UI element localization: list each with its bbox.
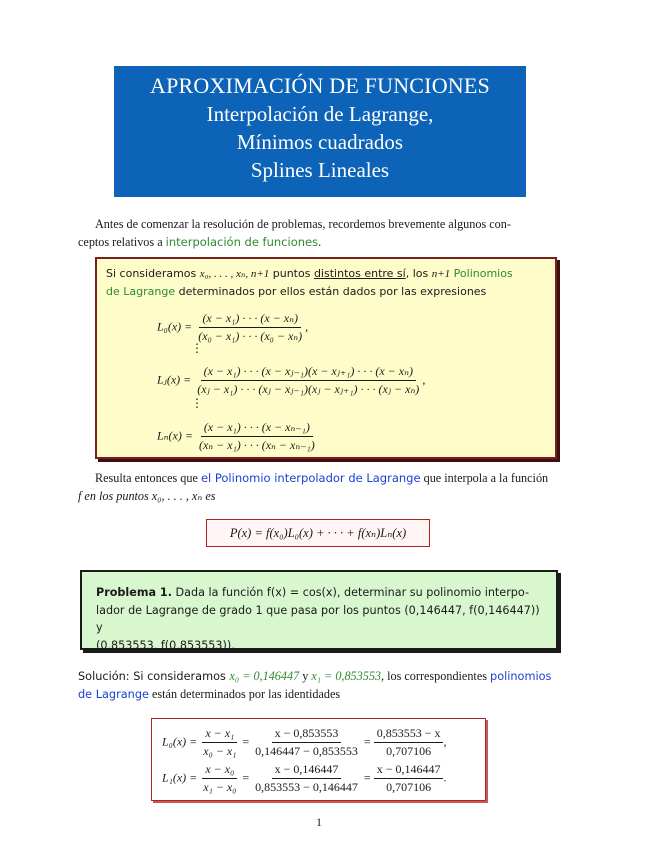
equals: = — [242, 734, 250, 749]
basis-L1-lhs: L₁(x) = — [162, 770, 198, 785]
title-line-4: Splines Lineales — [250, 158, 390, 182]
frac-num: x − 0,853553 — [272, 726, 342, 743]
frac-num: x − x₁ — [202, 726, 237, 743]
solution-text-2: , los correspondientes — [381, 669, 491, 683]
result-text-2: que interpola a la función — [420, 471, 549, 485]
lagrange-link-cont[interactable]: de Lagrange — [106, 285, 176, 298]
lagrange-link[interactable]: de Lagrange — [78, 688, 149, 701]
vdots-1: ⋮ — [191, 341, 203, 355]
intro-line-2 — [78, 233, 568, 251]
L0-denominator: (x₀ − x₁) · · · (x₀ − xₙ) — [198, 329, 303, 343]
frac-num: 0,853553 − x — [374, 726, 444, 743]
L1-basis-equation — [162, 762, 446, 795]
Lj-equation — [157, 364, 425, 397]
result-line-1 — [95, 469, 570, 487]
definition-text — [106, 265, 546, 300]
L0-lhs: L₀(x) = — [157, 319, 193, 334]
problem-line-2: lador de Lagrange de grado 1 que pasa por los puntos (0,146447, f(0,146447)) y — [96, 603, 540, 634]
Lj-numerator: (x − x₁) · · · (x − xⱼ₋₁)(x − xⱼ₊₁) · · · (x − xₙ) — [201, 364, 416, 381]
frac-num: x − 0,146447 — [272, 762, 342, 779]
problem-line-1: Dada la función f(x) = cos(x), determinar su polinomio interpo- — [175, 586, 529, 599]
equals: = — [363, 734, 371, 749]
frac-num: x − x₀ — [202, 762, 237, 779]
L0-comma: , — [305, 319, 309, 334]
L0-equation — [157, 311, 308, 344]
frac-den: 0,707106 — [386, 780, 432, 794]
problem-line-3: (0,853553, f(0,853553)). — [96, 638, 235, 652]
basis-L1-frac-2 — [252, 762, 361, 795]
Lj-denominator: (xⱼ − x₁) · · · (xⱼ − xⱼ₋₁)(xⱼ − xⱼ₊₁) · · · (xⱼ − xₙ) — [197, 382, 420, 396]
L0-numerator: (x − x₁) · · · (x − xₙ) — [199, 311, 301, 328]
distinct-underlined: distintos entre sí — [313, 267, 406, 280]
basis-L0-frac-1 — [200, 726, 239, 759]
nodes-expression: x₀, . . . , xₙ, n+1 — [199, 268, 270, 280]
Lj-comma: , — [422, 372, 426, 387]
problem-box — [80, 570, 558, 650]
period: . — [443, 770, 447, 785]
Ln-denominator: (xₙ − x₁) · · · (xₙ − xₙ₋₁) — [198, 438, 315, 452]
def-text-2: puntos — [269, 267, 314, 280]
x0-value: x₀ = 0,146447 — [229, 669, 300, 683]
Ln-numerator: (x − x₁) · · · (x − xₙ₋₁) — [201, 420, 313, 437]
Lj-lhs: Lⱼ(x) = — [157, 372, 192, 387]
basis-polynomials-box — [151, 718, 486, 801]
basis-L1-frac-1 — [200, 762, 239, 795]
solution-line-2 — [78, 685, 568, 704]
Lj-fraction — [194, 364, 422, 397]
basis-L1-frac-3 — [374, 762, 447, 795]
lagrange-polynomials-link[interactable]: Polinomios — [450, 267, 513, 280]
problem-label: Problema 1. — [96, 586, 172, 599]
vdots-2: ⋮ — [191, 396, 203, 410]
solution-text-1: Solución: Si consideramos — [78, 670, 230, 683]
intro-line-1: Antes de comenzar la resolución de problemas, recordemos brevemente algunos con- — [95, 217, 511, 231]
def-text-4: determinados por ellos están dados por las expresiones — [175, 285, 487, 298]
L0-fraction — [195, 311, 305, 344]
solution-and: y — [299, 669, 312, 683]
n-plus-1: n+1 — [431, 268, 451, 280]
problem-text — [96, 584, 548, 654]
result-text-1: Resulta entonces que — [95, 471, 201, 485]
basis-L0-lhs: L₀(x) = — [162, 734, 198, 749]
title-line-1: APROXIMACIÓN DE FUNCIONES — [150, 73, 490, 98]
intro-text: ceptos relativos a — [78, 235, 166, 249]
basis-L0-frac-3 — [374, 726, 447, 759]
Ln-fraction — [196, 420, 318, 453]
frac-den: 0,146447 − 0,853553 — [255, 744, 358, 758]
frac-den: 0,853553 − 0,146447 — [255, 780, 358, 794]
title-box — [114, 66, 526, 197]
solution-text-3: están determinados por las identidades — [148, 687, 341, 701]
intro-period: . — [318, 235, 322, 249]
equals: = — [242, 770, 250, 785]
title-line-3: Mínimos cuadrados — [236, 130, 404, 154]
def-text-3: , los — [405, 267, 432, 280]
L0-basis-equation — [162, 726, 446, 759]
solution-line-1 — [78, 667, 568, 686]
lagrange-definition-box — [95, 257, 557, 459]
result-line-2: f en los puntos x₀, . . . , xₙ es — [78, 489, 216, 503]
interpolation-link[interactable]: interpolación de funciones — [165, 235, 319, 249]
frac-den: x₀ − x₁ — [203, 744, 237, 758]
frac-den: 0,707106 — [386, 744, 432, 758]
equals: = — [363, 770, 371, 785]
frac-num: x − 0,146447 — [374, 762, 444, 779]
Ln-lhs: Lₙ(x) = — [157, 428, 193, 443]
frac-den: x₁ − x₀ — [203, 780, 237, 794]
comma: , — [443, 734, 447, 749]
x1-value: x₁ = 0,853553 — [311, 669, 382, 683]
Ln-equation — [157, 420, 318, 453]
def-text-1: Si consideramos — [106, 267, 200, 280]
interpolator-link[interactable]: el Polinomio interpolador de Lagrange — [200, 471, 421, 485]
interpolating-polynomial-formula: P(x) = f(x₀)L₀(x) + · · · + f(xₙ)Lₙ(x) — [206, 519, 430, 547]
title-line-2: Interpolación de Lagrange, — [206, 102, 434, 126]
page-number: 1 — [316, 815, 322, 829]
basis-L0-frac-2 — [252, 726, 361, 759]
polynomials-link[interactable]: polinomios — [490, 670, 552, 683]
